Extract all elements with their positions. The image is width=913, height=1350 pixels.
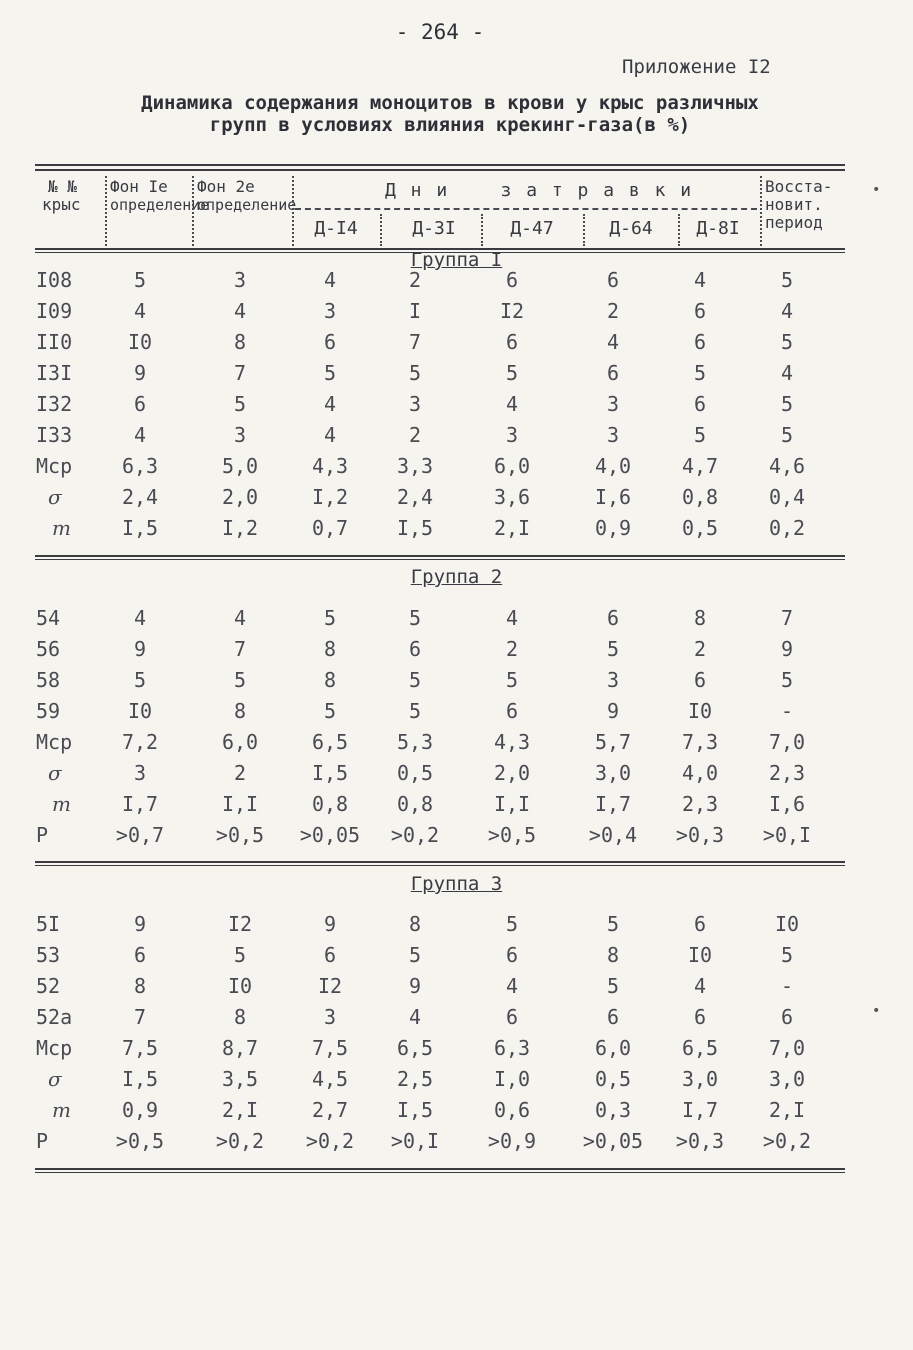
table-cell: I0 <box>127 699 153 723</box>
table-cell: - <box>780 974 794 998</box>
table-cell: 5 <box>408 668 422 692</box>
table-row <box>0 330 913 360</box>
table-cell: 2 <box>408 423 422 447</box>
table-cell: I,5 <box>311 761 349 785</box>
table-cell: I0 <box>687 699 713 723</box>
appendix-label: Приложение I2 <box>622 56 771 78</box>
table-cell: 0,8 <box>396 792 434 816</box>
table-cell: 0,5 <box>681 516 719 540</box>
table-cell: 5 <box>408 361 422 385</box>
row-label: 52а <box>36 1005 73 1029</box>
table-cell: 6 <box>693 668 707 692</box>
table-row <box>0 974 913 1004</box>
table-cell: 4 <box>505 606 519 630</box>
row-label: m <box>52 516 71 540</box>
group-title: Группа I <box>410 249 503 271</box>
table-row <box>0 299 913 329</box>
table-cell: 6 <box>505 1005 519 1029</box>
table-cell: 5 <box>606 974 620 998</box>
table-cell: 3,0 <box>681 1067 719 1091</box>
table-cell: I <box>408 299 422 323</box>
table-cell: 6 <box>780 1005 794 1029</box>
margin-mark: • <box>872 182 881 198</box>
table-cell: 3,0 <box>594 761 632 785</box>
table-cell: 2 <box>408 268 422 292</box>
table-cell: I,I <box>221 792 259 816</box>
table-cell: 4 <box>780 361 794 385</box>
row-label: 58 <box>36 668 61 692</box>
table-cell: 3 <box>323 1005 337 1029</box>
margin-mark: • <box>872 1003 881 1019</box>
table-cell: 8 <box>133 974 147 998</box>
header-day-31: Д-3I <box>412 218 456 239</box>
table-cell: 0,4 <box>768 485 806 509</box>
table-cell: 5 <box>323 361 337 385</box>
table-cell: 6,0 <box>493 454 531 478</box>
table-cell: 5 <box>693 361 707 385</box>
table-cell: 9 <box>408 974 422 998</box>
table-cell: 6,3 <box>121 454 159 478</box>
table-top-rule-2 <box>35 169 845 171</box>
table-cell: 6 <box>505 943 519 967</box>
table-cell: >0,7 <box>115 823 165 847</box>
table-cell: 9 <box>780 637 794 661</box>
header-background-2: Фон 2е определение <box>197 177 297 214</box>
table-title <box>60 92 840 136</box>
table-cell: 6,3 <box>493 1036 531 1060</box>
table-cell: >0,I <box>390 1129 440 1153</box>
table-cell: 5 <box>408 943 422 967</box>
row-label: Мср <box>36 454 73 478</box>
table-cell: I,7 <box>681 1098 719 1122</box>
header-day-14: Д-I4 <box>314 218 358 239</box>
header-divider <box>192 176 194 246</box>
table-cell: 3 <box>408 392 422 416</box>
table-cell: 6,5 <box>681 1036 719 1060</box>
row-label: 54 <box>36 606 61 630</box>
table-cell: 5 <box>780 668 794 692</box>
table-cell: 4 <box>323 392 337 416</box>
row-label: m <box>52 1098 71 1122</box>
table-cell: 7,5 <box>121 1036 159 1060</box>
header-background-1: Фон Iе определение <box>110 177 210 214</box>
table-cell: 2,4 <box>396 485 434 509</box>
table-cell: I,2 <box>221 516 259 540</box>
table-cell: 5 <box>233 943 247 967</box>
table-cell: 6 <box>693 299 707 323</box>
table-cell: >0,5 <box>115 1129 165 1153</box>
table-cell: 2,I <box>768 1098 806 1122</box>
header-day-47: Д-47 <box>510 218 554 239</box>
header-divider <box>380 214 382 246</box>
table-cell: 3,3 <box>396 454 434 478</box>
table-cell: 6 <box>693 392 707 416</box>
table-cell: 7,0 <box>768 1036 806 1060</box>
table-cell: 7 <box>133 1005 147 1029</box>
row-label: I3I <box>36 361 73 385</box>
table-cell: 9 <box>133 912 147 936</box>
header-divider <box>583 214 585 246</box>
table-cell: 4 <box>323 268 337 292</box>
table-cell: 4 <box>693 974 707 998</box>
table-cell: >0,2 <box>215 1129 265 1153</box>
table-cell: 5 <box>606 637 620 661</box>
table-cell: 2,3 <box>681 792 719 816</box>
table-cell: >0,05 <box>299 823 361 847</box>
table-cell: 7,3 <box>681 730 719 754</box>
table-cell: 4 <box>693 268 707 292</box>
table-cell: 4 <box>233 299 247 323</box>
table-cell: 3 <box>323 299 337 323</box>
group-bottom-rule <box>35 1168 845 1170</box>
table-cell: I0 <box>127 330 153 354</box>
table-cell: 2 <box>505 637 519 661</box>
table-cell: 4,3 <box>311 454 349 478</box>
table-cell: 6 <box>693 1005 707 1029</box>
row-label: σ <box>48 1067 62 1091</box>
table-cell: >0,05 <box>582 1129 644 1153</box>
table-row <box>0 637 913 667</box>
group-bottom-rule <box>35 861 845 863</box>
table-cell: 4 <box>133 299 147 323</box>
table-cell: 5 <box>780 392 794 416</box>
table-cell: - <box>780 699 794 723</box>
table-cell: 7,2 <box>121 730 159 754</box>
table-cell: 6 <box>606 268 620 292</box>
row-label: II0 <box>36 330 73 354</box>
table-cell: 5 <box>780 330 794 354</box>
table-row <box>0 1098 913 1128</box>
row-label: P <box>36 1129 49 1153</box>
group-bottom-rule-2 <box>35 559 845 560</box>
header-day-81: Д-8I <box>696 218 740 239</box>
title-line-1: Динамика содержания моноцитов в крови у крыс различных <box>141 92 759 114</box>
table-cell: 6 <box>133 943 147 967</box>
row-label: 5I <box>36 912 61 936</box>
table-cell: 9 <box>606 699 620 723</box>
table-cell: I,5 <box>121 516 159 540</box>
table-cell: 0,6 <box>493 1098 531 1122</box>
table-cell: 5 <box>233 668 247 692</box>
table-cell: 5 <box>323 699 337 723</box>
row-label: 59 <box>36 699 61 723</box>
table-cell: 6,0 <box>594 1036 632 1060</box>
table-cell: 5 <box>505 668 519 692</box>
table-cell: 0,9 <box>594 516 632 540</box>
table-cell: 6,5 <box>396 1036 434 1060</box>
table-row <box>0 792 913 822</box>
table-cell: 6,5 <box>311 730 349 754</box>
table-cell: 6 <box>133 392 147 416</box>
table-cell: 8,7 <box>221 1036 259 1060</box>
table-cell: >0,2 <box>390 823 440 847</box>
title-line-2: групп в условиях влияния крекинг-газа(в %) <box>209 114 691 136</box>
table-cell: 4 <box>233 606 247 630</box>
table-cell: 2,4 <box>121 485 159 509</box>
table-cell: 5 <box>133 268 147 292</box>
table-cell: 8 <box>233 699 247 723</box>
table-cell: 5 <box>133 668 147 692</box>
row-label: σ <box>48 485 62 509</box>
table-cell: I2 <box>317 974 343 998</box>
table-cell: I,5 <box>121 1067 159 1091</box>
table-cell: I,5 <box>396 1098 434 1122</box>
table-cell: >0,I <box>762 823 812 847</box>
table-cell: I0 <box>227 974 253 998</box>
table-cell: 2,0 <box>221 485 259 509</box>
table-cell: >0,9 <box>487 1129 537 1153</box>
table-cell: 6 <box>693 912 707 936</box>
table-cell: 3 <box>133 761 147 785</box>
table-cell: >0,2 <box>762 1129 812 1153</box>
table-cell: 7 <box>233 361 247 385</box>
table-cell: 0,7 <box>311 516 349 540</box>
header-divider <box>105 176 107 246</box>
table-cell: 6 <box>408 637 422 661</box>
header-exposure-days: Д н и з а т р а в к и <box>385 180 694 201</box>
header-divider <box>481 214 483 246</box>
table-cell: 3 <box>606 423 620 447</box>
table-cell: 6 <box>693 330 707 354</box>
table-cell: 4 <box>505 974 519 998</box>
table-cell: >0,5 <box>215 823 265 847</box>
table-row <box>0 823 913 853</box>
table-row <box>0 423 913 453</box>
table-cell: 3 <box>606 668 620 692</box>
table-row <box>0 668 913 698</box>
header-divider <box>678 214 680 246</box>
table-cell: 8 <box>606 943 620 967</box>
table-row <box>0 361 913 391</box>
table-row <box>0 912 913 942</box>
table-cell: 5 <box>505 361 519 385</box>
table-cell: 8 <box>233 1005 247 1029</box>
header-recovery: Восста- новит. период <box>765 177 833 232</box>
table-row <box>0 761 913 791</box>
table-cell: I,6 <box>594 485 632 509</box>
table-cell: 5 <box>408 606 422 630</box>
table-row <box>0 1005 913 1035</box>
table-cell: I,6 <box>768 792 806 816</box>
table-cell: 8 <box>323 637 337 661</box>
table-cell: 4 <box>606 330 620 354</box>
row-label: 56 <box>36 637 61 661</box>
header-days-underline <box>295 208 757 210</box>
table-cell: 9 <box>133 361 147 385</box>
table-cell: 6 <box>505 699 519 723</box>
group-title: Группа 2 <box>410 566 503 588</box>
table-cell: 4 <box>505 392 519 416</box>
table-cell: 5 <box>780 423 794 447</box>
group-title: Группа 3 <box>410 873 503 895</box>
table-cell: 0,9 <box>121 1098 159 1122</box>
table-cell: 0,8 <box>311 792 349 816</box>
table-cell: 2,7 <box>311 1098 349 1122</box>
table-cell: I,0 <box>493 1067 531 1091</box>
table-row <box>0 268 913 298</box>
table-cell: 4 <box>133 423 147 447</box>
table-cell: 0,5 <box>594 1067 632 1091</box>
table-cell: 5,3 <box>396 730 434 754</box>
table-cell: 2 <box>233 761 247 785</box>
table-cell: 4 <box>780 299 794 323</box>
table-cell: 5 <box>693 423 707 447</box>
table-cell: 4,5 <box>311 1067 349 1091</box>
table-cell: 5 <box>505 912 519 936</box>
row-label: 53 <box>36 943 61 967</box>
table-cell: 2,I <box>493 516 531 540</box>
table-cell: 7,5 <box>311 1036 349 1060</box>
table-cell: 5 <box>233 392 247 416</box>
table-cell: 4 <box>408 1005 422 1029</box>
table-cell: 4,7 <box>681 454 719 478</box>
table-cell: 4 <box>133 606 147 630</box>
table-cell: 4 <box>323 423 337 447</box>
group-bottom-rule-2 <box>35 1172 845 1173</box>
table-cell: 7 <box>408 330 422 354</box>
table-cell: 7,0 <box>768 730 806 754</box>
table-cell: I2 <box>227 912 253 936</box>
row-label: P <box>36 823 49 847</box>
table-cell: 5 <box>780 268 794 292</box>
header-rat-no: № № крыс <box>42 177 81 214</box>
row-label: Мср <box>36 1036 73 1060</box>
table-cell: >0,4 <box>588 823 638 847</box>
table-cell: >0,3 <box>675 1129 725 1153</box>
table-cell: 6 <box>505 268 519 292</box>
table-row <box>0 606 913 636</box>
table-cell: 4,6 <box>768 454 806 478</box>
table-cell: 5 <box>408 699 422 723</box>
table-row <box>0 485 913 515</box>
group-bottom-rule <box>35 555 845 557</box>
table-cell: 3,5 <box>221 1067 259 1091</box>
row-label: m <box>52 792 71 816</box>
table-cell: >0,5 <box>487 823 537 847</box>
header-divider <box>292 176 294 246</box>
table-cell: I,I <box>493 792 531 816</box>
table-cell: 3 <box>233 423 247 447</box>
table-row <box>0 454 913 484</box>
table-cell: 8 <box>233 330 247 354</box>
table-cell: 0,8 <box>681 485 719 509</box>
table-cell: 5 <box>780 943 794 967</box>
table-row <box>0 1067 913 1097</box>
table-cell: 3,0 <box>768 1067 806 1091</box>
table-cell: 6 <box>606 606 620 630</box>
table-cell: 7 <box>780 606 794 630</box>
table-cell: 4,3 <box>493 730 531 754</box>
table-cell: 9 <box>133 637 147 661</box>
table-cell: 6 <box>606 1005 620 1029</box>
table-row <box>0 392 913 422</box>
row-label: Мср <box>36 730 73 754</box>
table-cell: 3 <box>505 423 519 447</box>
row-label: I33 <box>36 423 73 447</box>
table-cell: 0,2 <box>768 516 806 540</box>
table-row <box>0 730 913 760</box>
table-cell: 2 <box>693 637 707 661</box>
table-cell: I,5 <box>396 516 434 540</box>
table-cell: >0,3 <box>675 823 725 847</box>
table-row <box>0 516 913 546</box>
table-cell: 0,3 <box>594 1098 632 1122</box>
table-cell: 9 <box>323 912 337 936</box>
table-cell: 7 <box>233 637 247 661</box>
table-row <box>0 1129 913 1159</box>
table-cell: 5,0 <box>221 454 259 478</box>
table-cell: >0,2 <box>305 1129 355 1153</box>
table-cell: 3 <box>233 268 247 292</box>
table-cell: 4,0 <box>681 761 719 785</box>
page-number: - 264 - <box>395 20 485 44</box>
table-top-rule <box>35 164 845 166</box>
table-cell: 3 <box>606 392 620 416</box>
table-cell: 8 <box>323 668 337 692</box>
table-cell: 5 <box>606 912 620 936</box>
table-cell: I2 <box>499 299 525 323</box>
table-cell: I0 <box>774 912 800 936</box>
row-label: I09 <box>36 299 73 323</box>
table-cell: 5,7 <box>594 730 632 754</box>
table-cell: 3,6 <box>493 485 531 509</box>
row-label: 52 <box>36 974 61 998</box>
table-cell: 8 <box>693 606 707 630</box>
row-label: I32 <box>36 392 73 416</box>
header-day-64: Д-64 <box>609 218 653 239</box>
table-cell: I,7 <box>121 792 159 816</box>
table-cell: 6 <box>505 330 519 354</box>
table-cell: 2,3 <box>768 761 806 785</box>
table-cell: 2,0 <box>493 761 531 785</box>
table-cell: 2,I <box>221 1098 259 1122</box>
row-label: I08 <box>36 268 73 292</box>
table-row <box>0 1036 913 1066</box>
table-cell: I0 <box>687 943 713 967</box>
table-cell: 2,5 <box>396 1067 434 1091</box>
table-cell: 6 <box>606 361 620 385</box>
table-cell: 0,5 <box>396 761 434 785</box>
row-label: σ <box>48 761 62 785</box>
table-row <box>0 699 913 729</box>
table-cell: 4,0 <box>594 454 632 478</box>
table-row <box>0 943 913 973</box>
table-cell: 6,0 <box>221 730 259 754</box>
table-cell: I,7 <box>594 792 632 816</box>
table-cell: 6 <box>323 943 337 967</box>
table-cell: 5 <box>323 606 337 630</box>
table-cell: 6 <box>323 330 337 354</box>
header-divider <box>760 176 762 246</box>
table-cell: 8 <box>408 912 422 936</box>
group-bottom-rule-2 <box>35 865 845 866</box>
table-cell: I,2 <box>311 485 349 509</box>
table-cell: 2 <box>606 299 620 323</box>
